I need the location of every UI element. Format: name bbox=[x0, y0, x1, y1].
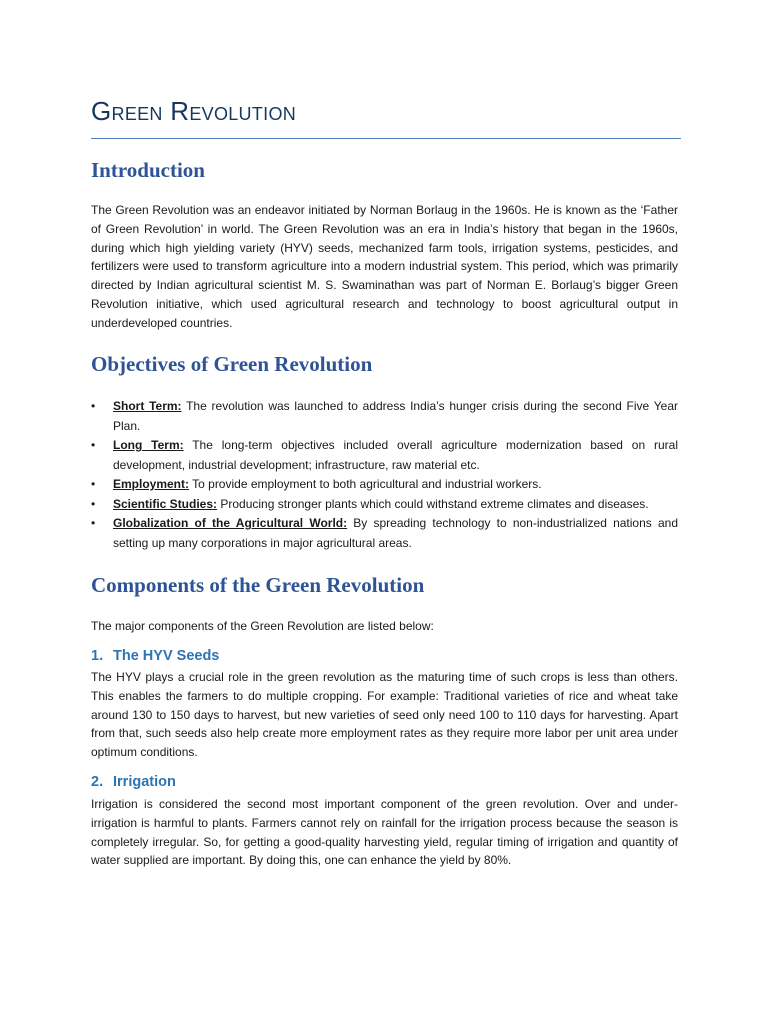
subheading-number: 2. bbox=[91, 774, 104, 790]
list-item-text: The long-term objectives included overall agriculture modernization based on rural development, industrial development; infrastructure, raw material etc. bbox=[113, 438, 678, 472]
introduction-paragraph: The Green Revolution was an endeavor initiated by Norman Borlaug in the 1960s. He is known as the ‘Father of Green Revolution’ in world. The Green Revolution was an era in India’s history that began in the 1960s, during which high yielding variety (HYV) seeds, mechanized farm tools, irrigation systems, pesticides, and fertilizers were used to transform agriculture into a modern industrial system. This period, which was primarily directed by Indian agricultural scientist M. S. Swaminathan was part of Norman E. Borlaug’s bigger Green Revolution initiative, which used agricultural research and technology to boost agricultural output in underdeveloped countries. bbox=[91, 203, 678, 330]
introduction-heading: Introduction bbox=[91, 158, 205, 182]
list-item-text: To provide employment to both agricultural and industrial workers. bbox=[189, 477, 542, 491]
irrigation-subheading bbox=[91, 774, 176, 790]
list-item-term: Scientific Studies: bbox=[113, 496, 218, 511]
components-intro: The major components of the Green Revolution are listed below: bbox=[91, 619, 434, 633]
list-item bbox=[91, 514, 678, 553]
objectives-heading: Objectives of Green Revolution bbox=[91, 352, 373, 376]
hyv-seeds-subheading bbox=[91, 648, 219, 664]
list-item bbox=[91, 397, 678, 436]
bullet-marker: • bbox=[91, 399, 96, 413]
hyv-seeds-paragraph: The HYV plays a crucial role in the green revolution as the maturing time of such crops is less than others. This enables the farmers to do multiple cropping. For example: Traditional varieties of rice and wheat take around 130 to 150 days to harvest, but new varieties of seed only need 100 to 110 days for harvesting. Apart from that, such seeds also help create more employment rates as they require more labor per unit area under optimum conditions. bbox=[91, 670, 678, 760]
list-item-text: By spreading technology to non-industrialized nations and setting up many corporations in major agricultural areas. bbox=[113, 516, 678, 550]
bullet-marker: • bbox=[91, 496, 96, 511]
subheading-number: 1. bbox=[91, 648, 104, 664]
list-item-term: Long Term: bbox=[113, 438, 184, 452]
bullet-marker: • bbox=[91, 516, 96, 530]
list-item-text: Producing stronger plants which could withstand extreme climates and diseases. bbox=[217, 496, 649, 511]
bullet-marker: • bbox=[91, 477, 96, 491]
document-title: Green Revolution bbox=[91, 96, 297, 126]
title-divider bbox=[91, 138, 681, 139]
subheading-label: Irrigation bbox=[113, 774, 176, 790]
list-item-term: Short Term: bbox=[113, 399, 182, 413]
list-item-term: Globalization of the Agricultural World: bbox=[113, 516, 348, 530]
list-item bbox=[91, 495, 678, 515]
list-item bbox=[91, 436, 678, 475]
components-heading: Components of the Green Revolution bbox=[91, 573, 425, 597]
subheading-label: The HYV Seeds bbox=[113, 648, 220, 664]
list-item-text: The revolution was launched to address India’s hunger crisis during the second Five Year Plan. bbox=[113, 399, 678, 433]
list-item-term: Employment: bbox=[113, 477, 190, 491]
objectives-list bbox=[91, 397, 678, 553]
bullet-marker: • bbox=[91, 438, 96, 452]
list-item bbox=[91, 475, 678, 495]
irrigation-paragraph: Irrigation is considered the second most important component of the green revolution. Over and under-irrigation is harmful to plants. Farmers cannot rely on rainfall for the irrigation process because the season is completely irregular. So, for getting a good-quality harvesting yield, regular timing of irrigation and quantity of water supplied are important. By doing this, one can enhance the yield by 80%. bbox=[91, 797, 678, 868]
